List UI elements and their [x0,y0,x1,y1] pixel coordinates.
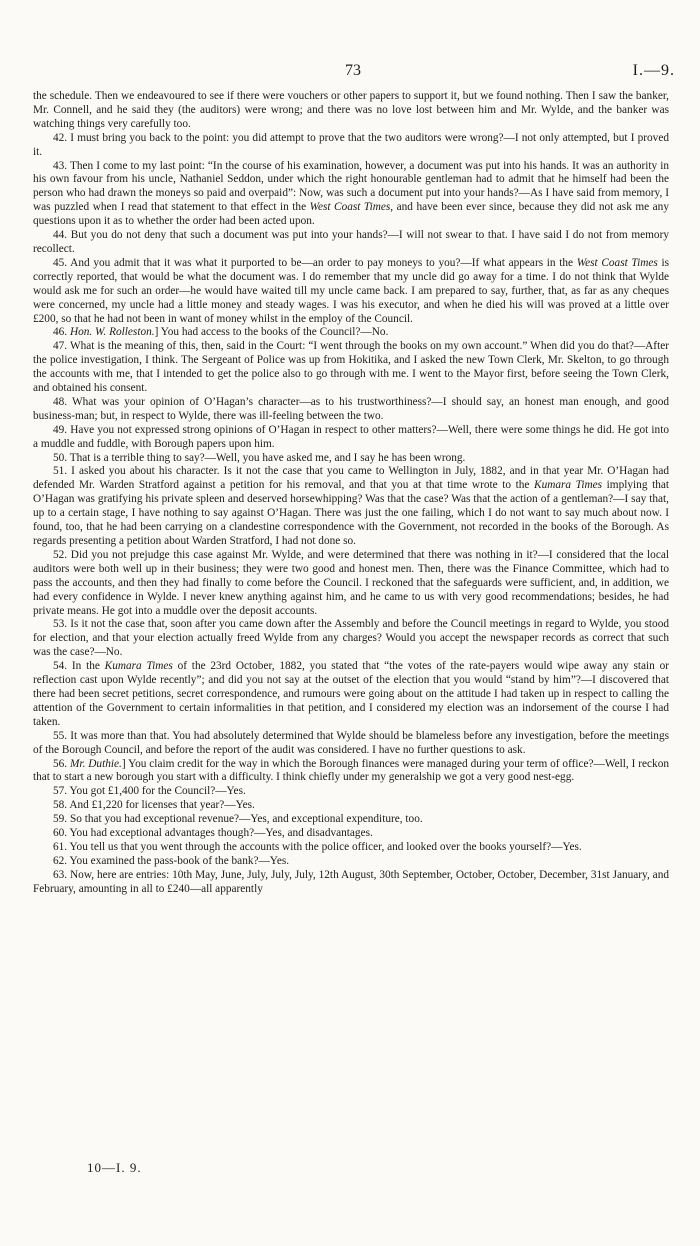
paragraph [33,465,669,548]
text-run: 56. [53,757,71,770]
text-run: 63. Now, here are entries: 10th May, June, July, July, July, 12th August, 30th September, October, October, December, 31st January, and February, amounting in all to £240—all apparently [33,868,669,895]
paragraph [33,90,669,132]
paragraph [33,424,669,452]
paragraph [33,396,669,424]
paragraph [33,618,669,660]
text-run: ] You had access to the books of the Council?—No. [154,326,389,339]
italic-text: Hon. W. Rolleston. [69,326,155,339]
paragraph [33,257,669,327]
italic-text: West Coast Times [309,201,391,214]
text-run: 55. It was more than that. You had absolutely determined that Wylde should be blameless before any investigation, before the meetings of the Borough Council, and before the report of the audit was considered. I have no further questions to ask. [33,729,669,756]
text-run: 54. In the [53,660,105,673]
paragraph [33,730,669,758]
text-run: implying that O’Hagan was gratifying his private spleen and deserved horsewhipping? Was that the case? Was that the action of a gentleman?—I say that, up to a certain stage, I have nothing to say against O’Hagan. There was just the one failing, which I do not want to say much about now. I found, too, that he had been carrying on a clandestine correspondence with the Government, not recorded in the books of the Borough. As regards presenting a petition about Warden Stratford, I had not done so. [33,479,670,547]
italic-text: Kumara Times [534,479,603,492]
paragraph [33,549,669,619]
document-reference: I.—9. [632,62,675,79]
text-run: 62. You examined the pass-book of the bank?—Yes. [53,854,290,867]
paragraph [33,340,669,396]
paragraph [33,160,669,230]
text-run: 43. Then I come to my last point: “In the course of his examination, however, a document was put into his hands. It was an authority in his own favour from his uncle, Nathaniel Seddon, under which the right honourable gentleman had to admit that he himself had been the person who had drawn the moneys so paid and overpaid”: Now, was such a document put into your hands?—As I have said from memory, I was puzzled when I read that statement to that effect in the [33,159,669,214]
text-run: 50. That is a terrible thing to say?—Well, you have asked me, and I say he has been wrong. [53,451,466,464]
text-run: 46. [53,326,70,339]
text-run: 57. You got £1,400 for the Council?—Yes. [53,785,246,798]
text-run: the schedule. Then we endeavoured to see if there were vouchers or other papers to support it, but we found nothing. Then I saw the banker, Mr. Connell, and he said they (the auditors) were wrong; and there was no love lost between him and Mr. Wylde, and the banker was watching things very carefully too. [33,90,669,130]
page-header [33,62,675,82]
document-page [33,0,675,1246]
text-run: , and have been ever since, because they did not ask me any questions upon it as to whether the order had been acted upon. [33,201,669,228]
paragraph [33,855,669,869]
text-run: 49. Have you not expressed strong opinions of O’Hagan in respect to other matters?—Well, there were some things he did. He got into a muddle and fuddle, with Borough papers upon him. [33,423,669,450]
paragraph [33,758,669,786]
text-run: 48. What was your opinion of O’Hagan’s character—as to his trustworthiness?—I should say, an honest man enough, and good business-man; but, in respect to Wylde, there was ill-feeling between the two. [33,395,669,422]
paragraph [33,452,669,466]
page-number: 73 [345,62,361,79]
paragraph [33,869,669,897]
paragraph [33,326,669,340]
text-run: ] You claim credit for the way in which the Borough finances were managed during your term of office?—Well, I reckon that to start a new borough you start with a difficulty. I think chiefly under my generalship we got a very good nest-egg. [33,757,670,784]
paragraph [33,799,669,813]
text-run: 58. And £1,220 for licenses that year?—Yes. [53,799,255,812]
paragraph [33,785,669,799]
paragraph [33,132,669,160]
text-run: is correctly reported, that would be what the document was. I do remember that my uncle did go away for a time. I do not think that Wylde would ask me for such an order—he would have waited till my uncle came back. I am prepared to say, further, that, as far as any cheques were concerned, my uncle had a little money and steady wages. I was his executor, and when he died his will was proved at a little over £200, so that he had not been in want of money whilst in the employ of the Council. [33,256,670,325]
text-run: 53. Is it not the case that, soon after you came down after the Assembly and before the Council meetings in regard to Wylde, you stood for election, and that your election actually freed Wylde from any charges? Would you accept the newspaper records as correct that such was the case?—No. [33,618,669,659]
italic-text: Kumara Times [104,660,173,673]
text-run: 47. What is the meaning of this, then, said in the Court: “I went through the books on my own account.” When did you do that?—After the police investigation, I think. The Sergeant of Police was up from Hokitika, and I asked the new Town Clerk, Mr. Skelton, to go through the accounts with me, that I intended to get the police also to go through with me. I went to the Mayor first, before seeing the Town Clerk, and obtained his consent. [33,340,669,395]
italic-text: Mr. Duthie. [70,757,122,770]
text-run: 61. You tell us that you went through the accounts with the police officer, and looked over the books yourself?—Yes. [53,840,582,853]
paragraph [33,813,669,827]
text-run: 60. You had exceptional advantages though?—Yes, and disadvantages. [53,827,373,840]
text-run: 51. I asked you about his character. Is it not the case that you came to Wellington in July, 1882, and in that year Mr. O’Hagan had defended Mr. Warden Stratford against a petition for his removal, and that you at that time wrote to the [33,465,669,492]
paragraph [33,841,669,855]
paragraph [33,660,669,730]
text-run: 42. I must bring you back to the point: you did attempt to prove that the two auditors were wrong?—I not only attempted, but I proved it. [33,131,669,158]
text-run: 44. But you do not deny that such a document was put into your hands?—I will not swear to that. I have said I do not from memory recollect. [33,229,669,255]
text-run: 45. And you admit that it was what it purported to be—an order to pay moneys to you?—If what appears in the [53,256,577,269]
text-run: 52. Did you not prejudge this case against Mr. Wylde, and were determined that there was nothing in it?—I considered that the local auditors were both well up in their business; they were two good and honest men. Then, there was the Finance Committee, which had to pass the accounts, and then they had finally to come before the Council. I reckoned that the safeguards were sufficient, and, in addition, we had every confidence in Wylde. I never knew anything against him, and he came to us with very good recommendations; besides, he had private means. He got into a muddle over the deposit accounts. [33,548,669,617]
evidence-text [33,90,669,897]
printer-signature-mark: 10—I. 9. [87,1160,142,1175]
text-run: 59. So that you had exceptional revenue?—Yes, and exceptional expenditure, too. [53,813,423,826]
paragraph [33,229,669,257]
italic-text: West Coast Times [576,256,658,269]
text-run: of the 23rd October, 1882, you stated that “the votes of the rate-payers would wipe away any stain or reflection cast upon Wylde recently”; and did you not say at the outset of the election that you would “stand by him”?—I discovered that there had been secret petitions, secret correspondence, and rumours were going about on the attitude I had taken up in respect to calling the attention of the Government to certain informalities in that petition, and I considered my election was an indorsement of the course I had taken. [33,660,669,728]
paragraph [33,827,669,841]
